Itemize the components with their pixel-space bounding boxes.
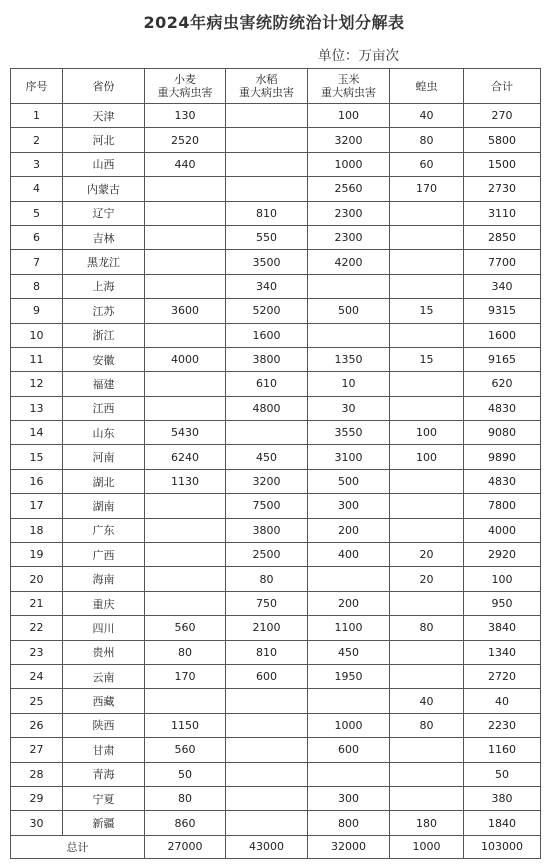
table-cell: 江苏 (63, 299, 145, 323)
table-cell (226, 786, 308, 810)
table-cell: 3200 (308, 128, 390, 152)
table-cell (145, 372, 226, 396)
column-header-label: 玉米 (337, 73, 360, 86)
table-cell: 10 (11, 323, 63, 347)
table-cell: 1500 (464, 152, 541, 176)
table-cell: 5 (11, 201, 63, 225)
table-cell: 500 (308, 469, 390, 493)
table-cell: 600 (308, 738, 390, 762)
table-cell: 340 (226, 274, 308, 298)
table-cell: 22 (11, 616, 63, 640)
table-cell (390, 396, 464, 420)
table-cell (308, 762, 390, 786)
table-cell (226, 128, 308, 152)
table-cell (390, 518, 464, 542)
table-row (11, 591, 541, 615)
table-row (11, 323, 541, 347)
table-cell: 170 (390, 177, 464, 201)
column-header-label: 蝗虫 (415, 79, 438, 93)
table-row (11, 152, 541, 176)
column-header-label: 序号 (25, 79, 48, 93)
table-row (11, 640, 541, 664)
table-cell (390, 201, 464, 225)
table-cell: 吉林 (63, 225, 145, 249)
table-cell (308, 567, 390, 591)
table-cell: 1840 (464, 811, 541, 835)
table-cell: 30 (11, 811, 63, 835)
table-row (11, 128, 541, 152)
table-cell (226, 421, 308, 445)
table-cell (390, 469, 464, 493)
table-cell: 山东 (63, 421, 145, 445)
table-cell: 辽宁 (63, 201, 145, 225)
table-cell: 15 (390, 299, 464, 323)
table-cell: 湖南 (63, 494, 145, 518)
table-cell: 80 (390, 128, 464, 152)
table-row (11, 250, 541, 274)
table-cell: 20 (390, 567, 464, 591)
table-cell: 810 (226, 201, 308, 225)
table-row (11, 567, 541, 591)
table-cell: 28 (11, 762, 63, 786)
table-cell: 1160 (464, 738, 541, 762)
table-cell: 40 (390, 689, 464, 713)
table-cell: 内蒙古 (63, 177, 145, 201)
table-cell: 河北 (63, 128, 145, 152)
table-cell: 1000 (308, 152, 390, 176)
column-header (464, 69, 541, 104)
table-cell: 440 (145, 152, 226, 176)
plan-table (10, 68, 541, 859)
table-cell: 1950 (308, 664, 390, 688)
table-cell: 9 (11, 299, 63, 323)
table-row (11, 104, 541, 128)
table-cell: 560 (145, 738, 226, 762)
table-row (11, 201, 541, 225)
table-cell: 3500 (226, 250, 308, 274)
table-cell (390, 372, 464, 396)
total-row (11, 835, 541, 858)
table-cell: 80 (390, 616, 464, 640)
table-cell: 5430 (145, 421, 226, 445)
header-row (11, 69, 541, 104)
table-cell: 16 (11, 469, 63, 493)
table-cell: 4200 (308, 250, 390, 274)
table-cell: 12 (11, 372, 63, 396)
table-cell: 100 (464, 567, 541, 591)
column-header-label: 水稻 (255, 73, 278, 86)
table-cell: 50 (145, 762, 226, 786)
total-cell: 103000 (464, 835, 541, 858)
table-cell: 10 (308, 372, 390, 396)
table-cell (226, 713, 308, 737)
column-header-label: 合计 (491, 79, 513, 93)
table-cell: 610 (226, 372, 308, 396)
table-row (11, 811, 541, 835)
table-cell (226, 762, 308, 786)
table-cell: 26 (11, 713, 63, 737)
table-cell: 100 (390, 421, 464, 445)
table-cell: 13 (11, 396, 63, 420)
table-cell: 50 (464, 762, 541, 786)
column-header (308, 69, 390, 104)
table-cell: 1350 (308, 347, 390, 371)
table-cell: 1600 (226, 323, 308, 347)
table-cell: 西藏 (63, 689, 145, 713)
table-cell (145, 177, 226, 201)
table-cell: 810 (226, 640, 308, 664)
table-cell: 7 (11, 250, 63, 274)
table-cell: 21 (11, 591, 63, 615)
table-cell (145, 250, 226, 274)
table-cell: 15 (11, 445, 63, 469)
table-cell: 4800 (226, 396, 308, 420)
table-cell: 200 (308, 518, 390, 542)
table-row (11, 689, 541, 713)
table-cell: 福建 (63, 372, 145, 396)
table-cell: 20 (390, 543, 464, 567)
table-cell (145, 567, 226, 591)
table-cell: 3100 (308, 445, 390, 469)
table-cell: 9315 (464, 299, 541, 323)
table-cell: 2730 (464, 177, 541, 201)
table-row (11, 396, 541, 420)
table-cell: 4000 (464, 518, 541, 542)
table-cell: 2920 (464, 543, 541, 567)
table-row (11, 177, 541, 201)
table-cell: 380 (464, 786, 541, 810)
table-cell: 2300 (308, 201, 390, 225)
table-cell (390, 640, 464, 664)
column-header-label: 省份 (92, 79, 115, 93)
table-cell (308, 689, 390, 713)
table-row (11, 421, 541, 445)
table-row (11, 664, 541, 688)
table-cell: 130 (145, 104, 226, 128)
table-cell (390, 591, 464, 615)
total-cell: 1000 (390, 835, 464, 858)
table-cell: 重庆 (63, 591, 145, 615)
table-cell: 17 (11, 494, 63, 518)
table-cell: 560 (145, 616, 226, 640)
column-header (11, 69, 63, 104)
table-cell: 2720 (464, 664, 541, 688)
table-row (11, 786, 541, 810)
table-cell: 7700 (464, 250, 541, 274)
column-header-label: 小麦 (174, 73, 196, 86)
table-cell (226, 177, 308, 201)
table-cell: 27 (11, 738, 63, 762)
table-cell: 6240 (145, 445, 226, 469)
table-cell: 2230 (464, 713, 541, 737)
table-cell (390, 664, 464, 688)
table-cell: 2100 (226, 616, 308, 640)
table-cell: 1 (11, 104, 63, 128)
table-cell: 宁夏 (63, 786, 145, 810)
table-cell: 广西 (63, 543, 145, 567)
table-cell: 江西 (63, 396, 145, 420)
table-cell: 800 (308, 811, 390, 835)
table-header (11, 69, 541, 104)
table-cell: 5800 (464, 128, 541, 152)
table-cell (390, 762, 464, 786)
unit-label: 单位：万亩次 (318, 48, 399, 64)
table-row (11, 543, 541, 567)
table-cell: 海南 (63, 567, 145, 591)
table-row (11, 299, 541, 323)
table-cell: 9890 (464, 445, 541, 469)
table-cell: 550 (226, 225, 308, 249)
table-cell: 300 (308, 786, 390, 810)
table-cell: 29 (11, 786, 63, 810)
table-cell: 湖北 (63, 469, 145, 493)
table-cell: 山西 (63, 152, 145, 176)
table-cell: 河南 (63, 445, 145, 469)
table-cell (226, 738, 308, 762)
table-cell: 180 (390, 811, 464, 835)
table-cell: 2 (11, 128, 63, 152)
table-cell: 4830 (464, 469, 541, 493)
table-row (11, 274, 541, 298)
table-cell: 40 (464, 689, 541, 713)
column-header (145, 69, 226, 104)
table-cell (390, 225, 464, 249)
table-cell: 3110 (464, 201, 541, 225)
table-cell (145, 494, 226, 518)
table-cell (145, 543, 226, 567)
table-cell: 1000 (308, 713, 390, 737)
table-cell (145, 201, 226, 225)
table-row (11, 518, 541, 542)
table-cell: 3600 (145, 299, 226, 323)
table-cell: 甘肃 (63, 738, 145, 762)
table-cell: 950 (464, 591, 541, 615)
table-cell: 25 (11, 689, 63, 713)
table-cell: 340 (464, 274, 541, 298)
table-cell: 170 (145, 664, 226, 688)
table-cell: 80 (226, 567, 308, 591)
table-cell (226, 689, 308, 713)
table-cell: 30 (308, 396, 390, 420)
table-cell: 18 (11, 518, 63, 542)
table-cell: 750 (226, 591, 308, 615)
table-cell: 19 (11, 543, 63, 567)
table-cell: 上海 (63, 274, 145, 298)
table-cell (145, 225, 226, 249)
table-cell: 3840 (464, 616, 541, 640)
table-cell: 1600 (464, 323, 541, 347)
table-cell: 9165 (464, 347, 541, 371)
table-cell: 3800 (226, 518, 308, 542)
table-cell: 270 (464, 104, 541, 128)
table-cell: 4 (11, 177, 63, 201)
table-cell (145, 274, 226, 298)
table-row (11, 445, 541, 469)
table-row (11, 469, 541, 493)
table-cell (145, 396, 226, 420)
table-cell: 浙江 (63, 323, 145, 347)
table-cell: 3800 (226, 347, 308, 371)
table-cell: 400 (308, 543, 390, 567)
table-cell (145, 689, 226, 713)
table-cell: 2520 (145, 128, 226, 152)
table-cell: 2500 (226, 543, 308, 567)
table-cell: 860 (145, 811, 226, 835)
table-cell: 青海 (63, 762, 145, 786)
table-cell (390, 738, 464, 762)
table-cell: 7500 (226, 494, 308, 518)
table-cell: 4000 (145, 347, 226, 371)
table-cell: 陕西 (63, 713, 145, 737)
table-cell: 广东 (63, 518, 145, 542)
table-cell: 1340 (464, 640, 541, 664)
table-cell: 11 (11, 347, 63, 371)
table-cell: 3200 (226, 469, 308, 493)
table-cell: 云南 (63, 664, 145, 688)
table-cell (390, 250, 464, 274)
table-cell: 1100 (308, 616, 390, 640)
table-row (11, 225, 541, 249)
table-cell: 8 (11, 274, 63, 298)
table-cell: 500 (308, 299, 390, 323)
table-cell: 2560 (308, 177, 390, 201)
table-cell: 2300 (308, 225, 390, 249)
table-cell: 620 (464, 372, 541, 396)
table-cell: 80 (145, 640, 226, 664)
table-cell: 黑龙江 (63, 250, 145, 274)
table-cell (390, 274, 464, 298)
table-row (11, 372, 541, 396)
table-cell: 20 (11, 567, 63, 591)
table-cell (390, 494, 464, 518)
table-cell: 100 (308, 104, 390, 128)
table-cell: 天津 (63, 104, 145, 128)
column-header-sublabel: 重大病虫害 (239, 86, 294, 99)
table-cell: 200 (308, 591, 390, 615)
page-title: 2024年病虫害统防统治计划分解表 (143, 13, 405, 32)
table-cell: 24 (11, 664, 63, 688)
table-row (11, 713, 541, 737)
table-cell: 1150 (145, 713, 226, 737)
table-cell: 7800 (464, 494, 541, 518)
table-cell (390, 323, 464, 347)
column-header (226, 69, 308, 104)
table-body (11, 104, 541, 859)
table-cell (226, 152, 308, 176)
table-row (11, 347, 541, 371)
table-cell: 5200 (226, 299, 308, 323)
table-cell: 1130 (145, 469, 226, 493)
column-header-sublabel: 重大病虫害 (157, 86, 213, 99)
column-header (390, 69, 464, 104)
table-cell: 6 (11, 225, 63, 249)
table-cell: 4830 (464, 396, 541, 420)
table-cell: 80 (145, 786, 226, 810)
table-cell: 9080 (464, 421, 541, 445)
table-row (11, 494, 541, 518)
table-cell: 80 (390, 713, 464, 737)
total-cell: 43000 (226, 835, 308, 858)
table-row (11, 616, 541, 640)
table-cell: 新疆 (63, 811, 145, 835)
table-cell: 3550 (308, 421, 390, 445)
table-cell: 14 (11, 421, 63, 445)
table-cell (390, 786, 464, 810)
table-cell (145, 518, 226, 542)
column-header (63, 69, 145, 104)
total-cell: 32000 (308, 835, 390, 858)
table-cell: 450 (226, 445, 308, 469)
table-cell: 15 (390, 347, 464, 371)
total-label: 总计 (11, 835, 145, 858)
table-row (11, 762, 541, 786)
table-cell (308, 274, 390, 298)
table-cell: 300 (308, 494, 390, 518)
table-row (11, 738, 541, 762)
table-cell: 2850 (464, 225, 541, 249)
table-cell (226, 811, 308, 835)
table-cell: 安徽 (63, 347, 145, 371)
table-cell: 40 (390, 104, 464, 128)
table-cell (145, 591, 226, 615)
table-cell: 600 (226, 664, 308, 688)
table-cell: 450 (308, 640, 390, 664)
table-cell (145, 323, 226, 347)
table-cell: 3 (11, 152, 63, 176)
table-cell: 60 (390, 152, 464, 176)
total-cell: 27000 (145, 835, 226, 858)
table-cell: 23 (11, 640, 63, 664)
table-cell (308, 323, 390, 347)
table-cell: 四川 (63, 616, 145, 640)
table-cell (226, 104, 308, 128)
table-cell: 100 (390, 445, 464, 469)
column-header-sublabel: 重大病虫害 (321, 86, 376, 99)
table-cell: 贵州 (63, 640, 145, 664)
